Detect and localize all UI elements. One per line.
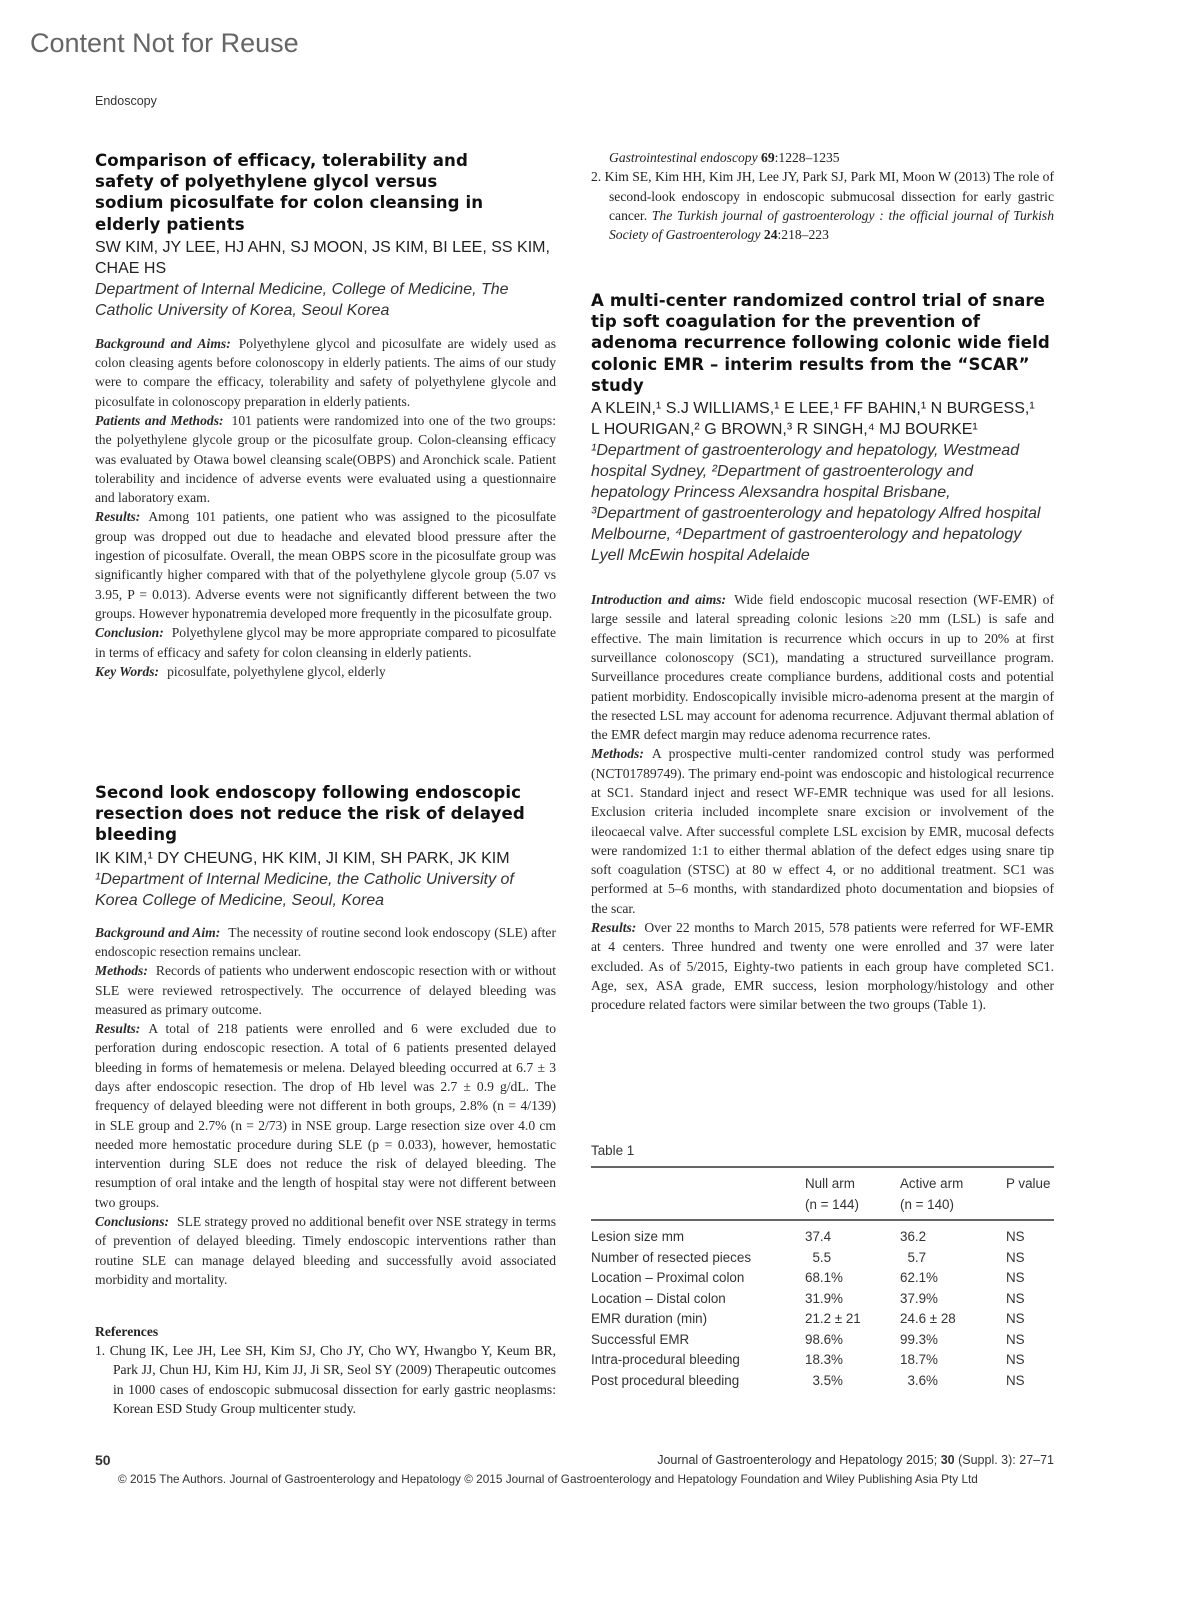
reference-item [95, 1341, 556, 1418]
section-label: Conclusion: [95, 625, 164, 641]
table-cell: 5.5 [805, 1249, 832, 1265]
table-cell: Location – Proximal colon [591, 1270, 745, 1285]
journal-name: Journal of Gastroenterology and Hepatology 2015; [657, 1453, 941, 1467]
abstract-section [591, 590, 1054, 744]
table-cell: Lesion size mm [591, 1229, 685, 1244]
table-cell: NS [1006, 1270, 1025, 1285]
article-abstract [95, 334, 556, 681]
reference-item-continued [591, 148, 1054, 167]
article-affiliation: ¹Department of Internal Medicine, the Catholic University of Korea College of Medicine, Seoul, Korea [95, 870, 514, 909]
references [95, 1322, 556, 1418]
section-label: Results: [591, 920, 637, 936]
table-row [591, 1268, 1054, 1289]
table-cell: Intra-procedural bleeding [591, 1352, 740, 1367]
table-cell: 37.4 [805, 1229, 832, 1244]
table-row [591, 1309, 1054, 1330]
article-2 [95, 782, 556, 1289]
page-number: 50 [95, 1452, 111, 1468]
table-cell: NS [1006, 1372, 1025, 1388]
copyright: © 2015 The Authors. Journal of Gastroenterology and Hepatology © 2015 Journal of Gastroenterology and Hepatology Foundation and Wiley Publishing Asia Pty Ltd [118, 1472, 978, 1486]
table-cell: NS [1006, 1311, 1025, 1326]
section-label: Methods: [95, 963, 148, 979]
table-header-row [591, 1167, 1054, 1220]
table-cell: NS [1006, 1229, 1025, 1244]
abstract-section [95, 662, 556, 681]
table-cell: 37.9% [900, 1290, 938, 1306]
section-text: Among 101 patients, one patient who was assigned to the picosulfate group was dropped out due to headache and elevated blood pressure after the ingestion of picosulfate. Overall, the mean OBPS score in the picosulfate group was significantly higher compared with that of the polyethylene glycole group (5.07 vs 3.95, P = 0.013). Adverse events were not significantly different between the two groups. However hyponatremia developed more frequently in the picosulfate group. [95, 509, 556, 621]
section-label: Background and Aims: [95, 335, 231, 351]
table-label: Table 1 [591, 1143, 635, 1158]
abstract-section [591, 918, 1054, 1014]
table-header [591, 1167, 805, 1220]
article-affiliation: Department of Internal Medicine, College of Medicine, The Catholic University of Korea, Seoul Korea [95, 280, 509, 319]
abstract-section [95, 923, 556, 962]
journal-volume: 30 [940, 1453, 955, 1467]
article-3 [591, 290, 1054, 1015]
section-text: Polyethylene glycol may be more appropriate compared to picosulfate in terms of efficacy and safety for colon cleansing in elderly patients. [95, 625, 556, 660]
abstract-section [95, 411, 556, 507]
section-text: 101 patients were randomized into one of the two groups: the polyethylene glycole group or the picosulfate group. Colon-cleansing efficacy was evaluated by Otawa bowel cleansing scale(OBPS) and Aronchick scale. Patient tolerability and incidence of adverse events were evaluated using a questionnaire and laboratory exam. [95, 413, 556, 506]
article-authors: SW KIM, JY LEE, HJ AHN, SJ MOON, JS KIM, BI LEE, SS KIM, CHAE HS [95, 238, 550, 277]
abstract-section [95, 623, 556, 662]
section-label: Results: [95, 509, 141, 525]
header-line: P value [1006, 1176, 1051, 1191]
section-label: Introduction and aims: [591, 592, 727, 608]
header-line: (n = 144) [805, 1196, 859, 1212]
header-line: Null arm [805, 1176, 855, 1191]
reference-number: 2. [591, 169, 602, 185]
reference-pages: :218–223 [777, 227, 829, 243]
section-text: The necessity of routine second look endoscopy (SLE) after endoscopic resection remains unclear. [95, 924, 556, 959]
section-label: Conclusions: [95, 1214, 170, 1230]
table-row [591, 1330, 1054, 1351]
section-text: Polyethylene glycol and picosulfate are widely used as colon cleasing agents before colonoscopy in elderly patients. The aims of our study were to compare the efficacy, tolerability and safety of polyethylene glycole and picosulfate in colonoscopy preparation in elderly patients. [95, 335, 556, 409]
article-title: A multi-center randomized control trial of snare tip soft coagulation for the prevention of adenoma recurrence following colonic wide field colonic EMR – interim results from the “SCAR” study [591, 291, 1050, 395]
section-text: SLE strategy proved no additional benefit over NSE strategy in terms of prevention of delayed bleeding. Timely endoscopic interventions rather than routine SLE can manage delayed bleeding and successfully avoid associated morbidity and mortality. [95, 1214, 556, 1287]
article-authors: IK KIM,¹ DY CHEUNG, HK KIM, JI KIM, SH PARK, JK KIM [95, 849, 510, 867]
abstract-section [95, 507, 556, 623]
table-cell: 31.9% [805, 1290, 843, 1306]
watermark: Content Not for Reuse [30, 28, 299, 58]
reference-number: 1. [95, 1343, 106, 1358]
journal-pages: (Suppl. 3): 27–71 [954, 1453, 1054, 1467]
table-cell: EMR duration (min) [591, 1311, 708, 1326]
table-cell: 3.5% [805, 1372, 843, 1388]
table-header [900, 1167, 1006, 1220]
abstract-section [95, 1212, 556, 1289]
table-cell: 98.6% [805, 1331, 843, 1347]
results-table [591, 1166, 1054, 1391]
journal-citation [657, 1453, 1054, 1467]
section-text: Wide field endoscopic mucosal resection (WF-EMR) of large sessile and lateral spreading colonic lesions ≥20 mm (LSL) is safe and effective. The main limitation is recurrence which occurs in up to 20% at first surveillance colonoscopy (SC1), mandating a structured surveillance program. Surveillance procedures create compliance burdens, additional costs and potential patient morbidity. Endoscopically invisible micro-adenoma present at the margin of the resected LSL may account for adenoma recurrence. Adjuvant thermal ablation of the EMR defect margin may reduce adenoma recurrence rates. [591, 592, 1055, 743]
abstract-section [95, 961, 556, 1019]
section-text: Records of patients who underwent endoscopic resection with or without SLE were reviewed retrospectively. The occurrence of delayed bleeding was measured as primary outcome. [95, 963, 556, 1017]
section-text: A total of 218 patients were enrolled and 6 were excluded due to perforation during endoscopic resection. A total of 6 patients presented delayed bleeding in forms of hematemesis or melena. Delayed bleeding occurred at 6.7 ± 3 days after endoscopic resection. The drop of Hb level was 2.7 ± 0.9 g/dL. The frequency of delayed bleeding were not different in both groups, 2.8% (n = 4/139) in SLE group and 2.7% (n = 2/73) in NSE group. Large resection size over 4.0 cm needed more hemostatic procedure during SLE (p = 0.033), however, hemostatic intervention during SLE does not reduce the risk of delayed bleeding. The resumption of oral intake and the length of hospital stay were not different between two groups. [95, 1021, 556, 1210]
references-continued [591, 148, 1054, 244]
table-1 [591, 1143, 1054, 1391]
table-cell: 62.1% [900, 1270, 938, 1285]
section-label: Methods: [591, 746, 644, 762]
section-label: Patients and Methods: [95, 413, 224, 428]
article-affiliation: ¹Department of gastroenterology and hepatology, Westmead hospital Sydney, ²Department of gastroenterology and hepatology Princess Alexsandra hospital Brisbane, ³Department of gastroenterology and hepatology Alfred hospital Melbourne, ⁴Department of gastroenterology and hepatology Lyell McEwin hospital Adelaide [591, 442, 1041, 565]
section-text: picosulfate, polyethylene glycol, elderly [167, 663, 386, 679]
table-cell: NS [1006, 1352, 1025, 1367]
table-cell: NS [1006, 1290, 1025, 1306]
table-header [805, 1167, 900, 1220]
header-line: Active arm [900, 1176, 964, 1191]
header-line: (n = 140) [900, 1196, 954, 1212]
section-label: Background and Aim: [95, 924, 221, 940]
table-row [591, 1248, 1054, 1269]
table-cell: NS [1006, 1249, 1025, 1265]
reference-journal: The Turkish journal of gastroenterology : the official journal of Turkish Society of Gastroenterology [609, 207, 1054, 243]
abstract-section [95, 334, 556, 411]
section-label: Results: [95, 1021, 141, 1037]
reference-pages: :1228–1235 [774, 150, 840, 165]
section-text: A prospective multi-center randomized control study was performed (NCT01789749). The primary end-point was endoscopic and histological recurrence at SC1. Standard inject and resect WF-EMR technique was used for all lesions. Exclusion criteria included incomplete snare excision or involvement of the ileocaecal valve. After successful complete LSL excision by EMR, mucosal defects were randomized 1:1 to either thermal ablation of the defect edges using snare tip soft coagulation (STSC) at 80 w effect 4, or no additional treatment. SC1 was performed at 5–6 months, with standardized photo documentation and biopsies of the scar. [591, 746, 1054, 916]
article-1 [95, 150, 556, 681]
section-label: Endoscopy [95, 94, 157, 108]
reference-item [591, 167, 1054, 244]
table-cell: 21.2 ± 21 [805, 1311, 861, 1326]
table-cell: 5.7 [900, 1249, 927, 1265]
table-cell: 18.3% [805, 1352, 843, 1367]
table-cell: 3.6% [900, 1372, 938, 1388]
table-row [591, 1350, 1054, 1371]
table-cell: 99.3% [900, 1331, 938, 1347]
table-cell: 68.1% [805, 1270, 843, 1285]
table-cell: NS [1006, 1331, 1025, 1347]
table-cell: Post procedural bleeding [591, 1372, 740, 1388]
table-row [591, 1371, 1054, 1392]
article-authors: A KLEIN,¹ S.J WILLIAMS,¹ E LEE,¹ FF BAHIN,¹ N BURGESS,¹ L HOURIGAN,² G BROWN,³ R SINGH,⁴ MJ BOURKE¹ [591, 400, 1035, 439]
reference-journal: Gastrointestinal endoscopy [609, 150, 758, 165]
table-cell: 18.7% [900, 1352, 938, 1367]
table-cell: Successful EMR [591, 1331, 690, 1347]
table-row [591, 1289, 1054, 1310]
article-abstract [95, 923, 556, 1290]
article-title: Second look endoscopy following endoscopic resection does not reduce the risk of delayed bleeding [95, 783, 525, 845]
table-cell: 24.6 ± 28 [900, 1311, 956, 1326]
reference-text: Kim SE, Kim HH, Kim JH, Lee JY, Park SJ, Park MI, Moon W (2013) The role of second-look endoscopy in endoscopic submucosal dissection for early gastric cancer. [604, 169, 1054, 223]
table-cell: Location – Distal colon [591, 1290, 726, 1306]
abstract-section [95, 1019, 556, 1212]
table-cell: Number of resected pieces [591, 1249, 752, 1265]
article-abstract [591, 590, 1054, 1015]
table-cell: 36.2 [900, 1229, 927, 1244]
abstract-section [591, 744, 1054, 918]
reference-volume: 69 [761, 150, 775, 165]
references-heading: References [95, 1324, 159, 1339]
article-title: Comparison of efficacy, tolerability and safety of polyethylene glycol versus sodium picosulfate for colon cleansing in elderly patients [95, 151, 484, 234]
table-row [591, 1220, 1054, 1248]
section-text: Over 22 months to March 2015, 578 patients were referred for WF-EMR at 4 centers. Three hundred and twenty one were enrolled and 37 were later excluded. As of 5/2015, Eighty-two patients in each group have completed SC1. Age, sex, ASA grade, EMR success, lesion morphology/histology and other procedure related factors were similar between the two groups (Table 1). [591, 920, 1054, 1013]
table-body [591, 1220, 1054, 1391]
section-label: Key Words: [95, 663, 160, 679]
reference-volume: 24 [763, 227, 778, 243]
reference-text: Chung IK, Lee JH, Lee SH, Kim SJ, Cho JY, Cho WY, Hwangbo Y, Keum BR, Park JJ, Chun HJ, Kim HJ, Kim JJ, Ji SR, Seol SY (2009) Therapeutic outcomes in 1000 cases of endoscopic submucosal dissection for early gastric neoplasms: Korean ESD Study Group multicenter study. [109, 1343, 556, 1416]
table-header [1006, 1167, 1054, 1220]
